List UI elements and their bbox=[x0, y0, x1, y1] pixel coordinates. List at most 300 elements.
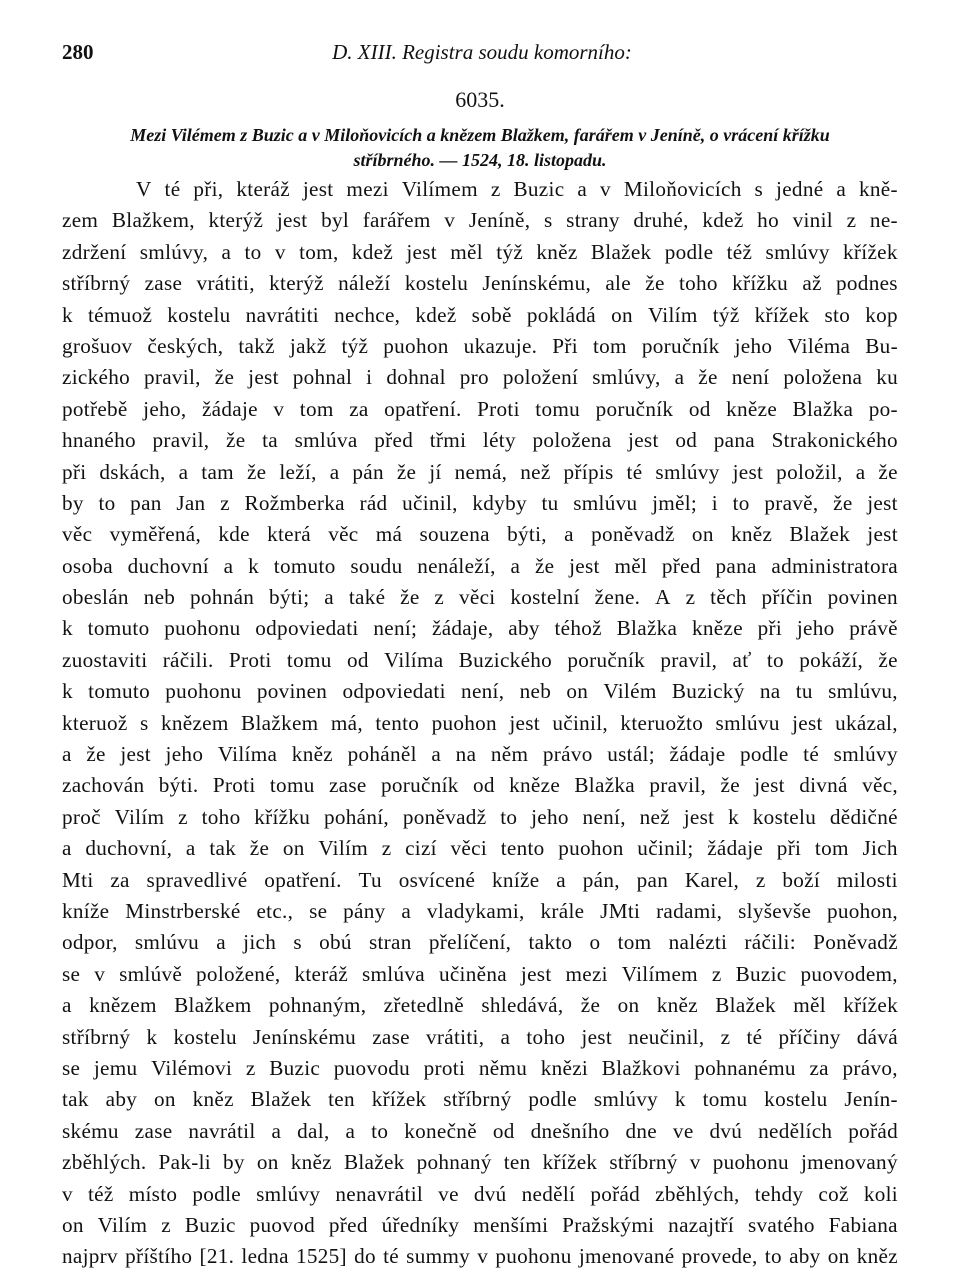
word: a bbox=[271, 1118, 282, 1143]
text-line bbox=[62, 1150, 898, 1181]
word: učinil, bbox=[552, 710, 609, 735]
word: smlúvy bbox=[765, 239, 830, 264]
word: býti; bbox=[269, 585, 310, 610]
word: etc., bbox=[256, 898, 294, 923]
word: nemá, bbox=[454, 459, 508, 484]
word: Proti bbox=[477, 396, 520, 421]
word: duchovní, bbox=[85, 836, 173, 861]
word: a bbox=[674, 365, 685, 390]
word: Vilíma bbox=[384, 647, 444, 672]
word: ve bbox=[672, 1118, 694, 1143]
word: spravedlivé bbox=[146, 867, 248, 892]
word: s bbox=[543, 208, 553, 233]
word: při, bbox=[193, 177, 224, 201]
word: Blažkovi bbox=[601, 1055, 681, 1080]
word: mezi bbox=[346, 177, 389, 201]
word: jeho bbox=[796, 616, 835, 641]
word: pořád bbox=[848, 1118, 898, 1143]
word: k bbox=[62, 616, 73, 641]
word: smlúvy bbox=[593, 1087, 659, 1112]
word: kostelu bbox=[173, 1024, 237, 1049]
word: Při bbox=[552, 333, 578, 358]
word: poručník bbox=[567, 647, 646, 672]
word: z bbox=[178, 804, 188, 829]
word: Blažka bbox=[574, 773, 635, 798]
word: kdež bbox=[351, 239, 394, 264]
word: administratora bbox=[771, 553, 898, 578]
word: on bbox=[827, 1244, 850, 1269]
word: kníže bbox=[62, 898, 110, 923]
word: povinen bbox=[827, 585, 898, 610]
word: duchovní bbox=[127, 553, 209, 578]
word: smlúvy bbox=[256, 1181, 321, 1206]
word: navrátil bbox=[188, 1118, 256, 1143]
word: pravil, bbox=[660, 647, 718, 672]
word: mezi bbox=[565, 961, 608, 986]
word: pravě, bbox=[764, 490, 819, 515]
word: měl bbox=[450, 239, 483, 264]
word: té bbox=[164, 177, 181, 201]
entry-heading-line: Mezi Vilémem z Buzic a v Miloňovicích a knězem Blažkem, farářem v Jeníně, o vrácení křížku bbox=[130, 125, 830, 145]
word: věc, bbox=[862, 773, 898, 798]
word: pokládá bbox=[526, 302, 596, 327]
word: stříbrný bbox=[443, 1087, 512, 1112]
word: puovodem, bbox=[800, 961, 898, 986]
text-line bbox=[62, 899, 898, 930]
word: jest bbox=[732, 459, 764, 484]
word: od bbox=[492, 1118, 515, 1143]
word: jest bbox=[509, 710, 540, 735]
word: téhož bbox=[554, 616, 602, 641]
word: jedné bbox=[776, 177, 824, 201]
word: k bbox=[146, 1024, 158, 1049]
word: obeslán bbox=[62, 585, 129, 610]
word: toho bbox=[201, 804, 241, 829]
word: to bbox=[371, 1118, 389, 1143]
word: tomu bbox=[286, 647, 332, 672]
word: stran bbox=[368, 930, 412, 955]
word: žádaje bbox=[669, 742, 726, 767]
word: není, bbox=[461, 679, 505, 704]
word: puohonu bbox=[712, 1150, 789, 1175]
word: v bbox=[62, 1181, 73, 1206]
text-line bbox=[62, 962, 898, 993]
word: k bbox=[62, 302, 73, 327]
word: leží, bbox=[279, 459, 317, 484]
word: konečně bbox=[404, 1118, 477, 1143]
text-line bbox=[62, 805, 898, 836]
word: dne bbox=[625, 1118, 657, 1143]
word: jest bbox=[406, 239, 437, 264]
word: příčin bbox=[761, 585, 813, 610]
text-line bbox=[62, 397, 898, 428]
word: on bbox=[62, 1212, 84, 1237]
word: českých, bbox=[147, 333, 224, 358]
word: nechce, bbox=[334, 302, 401, 327]
word: a bbox=[62, 742, 72, 767]
text-line bbox=[62, 1182, 898, 1213]
word: položené, bbox=[196, 961, 281, 986]
word: Vilém bbox=[603, 679, 657, 704]
text-line bbox=[62, 1087, 898, 1118]
word: povinen bbox=[256, 679, 328, 704]
word: Buzický bbox=[671, 679, 745, 704]
word: a bbox=[401, 898, 412, 923]
word: puohonu bbox=[165, 679, 242, 704]
word: jest bbox=[120, 742, 151, 767]
word: nalézti bbox=[668, 930, 728, 955]
word: od bbox=[473, 773, 495, 798]
word: tento bbox=[375, 710, 420, 735]
word: a bbox=[324, 585, 334, 610]
word: hnaného bbox=[62, 428, 136, 453]
text-line bbox=[62, 1213, 898, 1244]
text-line bbox=[62, 240, 898, 271]
word: Jeníně, bbox=[468, 208, 531, 233]
text-line bbox=[62, 271, 898, 302]
word: on bbox=[282, 836, 305, 861]
word: tento bbox=[500, 836, 545, 861]
word: to bbox=[244, 239, 262, 264]
word: summy bbox=[406, 1244, 471, 1269]
word: zem bbox=[62, 208, 99, 233]
word: to bbox=[500, 804, 518, 829]
text-line bbox=[62, 773, 898, 804]
word: puohon bbox=[431, 710, 497, 735]
word: jeho bbox=[165, 742, 204, 767]
word: jich bbox=[243, 930, 277, 955]
word: jest bbox=[628, 428, 659, 453]
word: Buzic bbox=[735, 961, 787, 986]
word: po- bbox=[868, 396, 898, 421]
word: Vilím bbox=[97, 1212, 148, 1237]
word: tomuto bbox=[88, 679, 151, 704]
word: poháněl bbox=[347, 742, 417, 767]
word: a bbox=[500, 1024, 511, 1049]
word: dvú bbox=[709, 1118, 743, 1143]
word: křížku bbox=[732, 271, 789, 296]
text-line bbox=[62, 208, 898, 239]
word: on bbox=[256, 1150, 279, 1175]
word: a bbox=[855, 459, 866, 484]
word: k bbox=[728, 804, 739, 829]
word: právo bbox=[542, 742, 593, 767]
word: má bbox=[375, 522, 403, 547]
word: a bbox=[221, 239, 232, 264]
word: nazajtří bbox=[668, 1212, 735, 1237]
word: jmenované bbox=[578, 1244, 675, 1269]
text-line bbox=[62, 930, 898, 961]
word: žene. bbox=[594, 585, 641, 610]
word: jemu bbox=[93, 1055, 138, 1080]
word: tomuto bbox=[273, 553, 336, 578]
word: soudu bbox=[350, 553, 403, 578]
word: Blažek bbox=[789, 522, 851, 547]
word: Rožmberka bbox=[244, 490, 345, 515]
word: že bbox=[534, 553, 555, 578]
word: smlúva bbox=[361, 961, 425, 986]
word: tom bbox=[299, 396, 334, 421]
word: pohnal bbox=[292, 365, 353, 390]
word: tam bbox=[201, 459, 234, 484]
word: týž bbox=[712, 302, 740, 327]
word: smlúvy bbox=[833, 742, 898, 767]
word: opatření. bbox=[384, 396, 462, 421]
text-line bbox=[62, 1244, 898, 1275]
word: smlúvy, bbox=[592, 365, 661, 390]
word: k bbox=[62, 679, 73, 704]
word: pravil, bbox=[143, 365, 201, 390]
word: Blažek bbox=[590, 239, 652, 264]
word: neučinil, bbox=[628, 1024, 705, 1049]
word: té bbox=[626, 459, 643, 484]
word: grošuov bbox=[62, 333, 133, 358]
word: jí bbox=[429, 459, 442, 484]
word: věc bbox=[62, 522, 93, 547]
word: pana bbox=[715, 553, 757, 578]
word: Buzic bbox=[269, 1055, 321, 1080]
word: a bbox=[510, 553, 521, 578]
word: která bbox=[267, 522, 311, 547]
word: býti, bbox=[507, 522, 547, 547]
word: pán, bbox=[582, 867, 620, 892]
word: křížek bbox=[754, 302, 810, 327]
text-line bbox=[62, 679, 898, 710]
word: zběhlých, bbox=[655, 1181, 740, 1206]
word: odpor, bbox=[62, 930, 118, 955]
word: farářem bbox=[362, 208, 431, 233]
text-line bbox=[62, 742, 898, 773]
word: smlúvě bbox=[119, 961, 183, 986]
word: dává bbox=[856, 1024, 898, 1049]
word: neb bbox=[519, 679, 552, 704]
word: Minstrberské bbox=[125, 898, 241, 923]
word: žádaje bbox=[201, 396, 258, 421]
text-line bbox=[62, 460, 898, 491]
word: z bbox=[846, 208, 857, 233]
word: ku bbox=[876, 365, 898, 390]
word: dohnal bbox=[386, 365, 446, 390]
word: z bbox=[490, 177, 501, 201]
word: té bbox=[746, 1024, 763, 1049]
entry-heading bbox=[62, 123, 898, 173]
word: tomu bbox=[535, 396, 581, 421]
word: křížku bbox=[254, 804, 311, 829]
word: příštího bbox=[125, 1244, 193, 1269]
word: puovod bbox=[249, 1212, 315, 1237]
word: a bbox=[431, 742, 442, 767]
word: zase bbox=[134, 1118, 173, 1143]
word: smlúva bbox=[294, 428, 358, 453]
word: žádaje, bbox=[431, 616, 494, 641]
word: měl bbox=[614, 553, 648, 578]
word: Blažka bbox=[616, 616, 678, 641]
word: on bbox=[691, 522, 714, 547]
word: zického bbox=[62, 365, 130, 390]
word: krále bbox=[540, 898, 585, 923]
word: té bbox=[803, 742, 820, 767]
word: Jenínskému bbox=[253, 1024, 357, 1049]
word: před bbox=[328, 1212, 368, 1237]
word: on bbox=[566, 679, 589, 704]
word: Vilím bbox=[114, 804, 165, 829]
word: z bbox=[711, 961, 722, 986]
word: neb bbox=[143, 585, 176, 610]
word: puohon bbox=[383, 333, 449, 358]
word: to bbox=[98, 490, 116, 515]
word: Fabiana bbox=[828, 1212, 898, 1237]
word: aby bbox=[508, 616, 540, 641]
word: Tu bbox=[358, 867, 382, 892]
text-line bbox=[62, 522, 898, 553]
word: příčiny bbox=[778, 1024, 841, 1049]
word: ráčili: bbox=[744, 930, 796, 955]
word: navrátiti bbox=[245, 302, 319, 327]
word: toho bbox=[678, 271, 718, 296]
text-line bbox=[62, 365, 898, 396]
word: puohonu bbox=[495, 1244, 572, 1269]
word: z bbox=[720, 1024, 731, 1049]
word: divná bbox=[799, 773, 848, 798]
word: že bbox=[698, 365, 718, 390]
word: stříbrný bbox=[609, 1150, 678, 1175]
word: jakž bbox=[289, 333, 327, 358]
word: Blažka bbox=[792, 396, 854, 421]
word: kněze bbox=[726, 396, 778, 421]
word: témuož bbox=[88, 302, 153, 327]
word: Blažek bbox=[343, 1150, 405, 1175]
word: on bbox=[153, 1087, 176, 1112]
word: pravil, bbox=[152, 428, 210, 453]
word: z bbox=[685, 585, 696, 610]
word: němu bbox=[478, 1055, 528, 1080]
word: tehdy bbox=[754, 1181, 804, 1206]
text-line bbox=[62, 491, 898, 522]
word: přípis bbox=[563, 459, 614, 484]
word: položena bbox=[783, 365, 863, 390]
word: k bbox=[248, 553, 260, 578]
word: jest bbox=[276, 208, 308, 233]
word: z bbox=[434, 585, 445, 610]
word: sto bbox=[824, 302, 851, 327]
word: smlúvu bbox=[573, 490, 638, 515]
word: Jenín- bbox=[844, 1087, 898, 1112]
word: jest bbox=[569, 553, 600, 578]
word: před bbox=[374, 428, 414, 453]
word: pohnaným, bbox=[268, 993, 367, 1018]
word: kdyby bbox=[472, 490, 527, 515]
word: věci bbox=[450, 836, 488, 861]
word: Vilímem bbox=[621, 961, 698, 986]
word: smlúvu bbox=[134, 930, 200, 955]
word: má, bbox=[330, 710, 363, 735]
word: pravil, bbox=[649, 773, 707, 798]
word: podnes bbox=[836, 271, 898, 296]
word: v bbox=[689, 1150, 701, 1175]
word: smlúvy bbox=[655, 459, 720, 484]
word: též bbox=[88, 1181, 114, 1206]
word: podle bbox=[528, 1087, 577, 1112]
word: tak bbox=[62, 1087, 89, 1112]
word: za bbox=[349, 396, 369, 421]
word: kněze bbox=[692, 616, 743, 641]
word: a bbox=[216, 930, 226, 955]
text-line bbox=[62, 334, 898, 365]
word: zachován bbox=[62, 773, 145, 798]
word: a bbox=[185, 836, 196, 861]
word: nenáleží, bbox=[417, 553, 496, 578]
word: podle bbox=[192, 1181, 241, 1206]
word: nedělí bbox=[521, 1181, 576, 1206]
word: jest bbox=[867, 490, 898, 515]
word: tomuto bbox=[87, 616, 150, 641]
body-text bbox=[62, 177, 898, 1276]
word: než bbox=[639, 804, 670, 829]
word: kteráž bbox=[294, 961, 349, 986]
word: Vilímem bbox=[401, 177, 478, 201]
word: pokáží, bbox=[799, 647, 864, 672]
word: což bbox=[818, 1181, 849, 1206]
word: a bbox=[329, 459, 340, 484]
word: dskách, bbox=[99, 459, 166, 484]
word: a bbox=[223, 553, 234, 578]
word: že bbox=[226, 428, 246, 453]
word: a bbox=[556, 867, 566, 892]
word: pohnán bbox=[190, 585, 255, 610]
word: Poněvadž bbox=[813, 930, 898, 955]
word: ustál; bbox=[607, 742, 655, 767]
word: ta bbox=[262, 428, 278, 453]
page-number: 280 bbox=[62, 40, 94, 64]
word: kníže bbox=[492, 867, 540, 892]
word: z bbox=[245, 1055, 256, 1080]
word: jest bbox=[520, 961, 552, 986]
word: ukazuje. bbox=[463, 333, 538, 358]
entry-number: 6035. bbox=[455, 87, 505, 112]
word: kostelu bbox=[764, 1087, 828, 1112]
word: jeho bbox=[531, 804, 569, 829]
word: pohnaný bbox=[416, 1150, 492, 1175]
word: pán bbox=[352, 459, 384, 484]
word: že bbox=[246, 459, 267, 484]
word: Vilíma bbox=[217, 742, 278, 767]
text-line bbox=[62, 1025, 898, 1056]
entry-heading-line: stříbrného. — 1524, 18. listopadu. bbox=[353, 150, 607, 170]
word: Vilémovi bbox=[151, 1055, 233, 1080]
word: od bbox=[688, 396, 711, 421]
word: že bbox=[249, 836, 270, 861]
word: zase bbox=[328, 773, 367, 798]
word: Mti bbox=[62, 867, 94, 892]
word: tom bbox=[814, 836, 849, 861]
word: jmenovaný bbox=[801, 1150, 898, 1175]
word: do bbox=[354, 1244, 376, 1269]
word: není, bbox=[582, 804, 626, 829]
word: poručník bbox=[595, 396, 674, 421]
text-line bbox=[62, 554, 898, 585]
word: slyševše bbox=[738, 898, 812, 923]
word: býti. bbox=[158, 773, 199, 798]
word: poněvadž bbox=[402, 804, 487, 829]
word: na bbox=[455, 742, 477, 767]
word: svatého bbox=[747, 1212, 815, 1237]
word: kterýž bbox=[208, 208, 264, 233]
word: až bbox=[802, 271, 822, 296]
word: najprv bbox=[62, 1244, 118, 1269]
word: on bbox=[617, 993, 640, 1018]
word: tomu bbox=[702, 1087, 748, 1112]
text-line bbox=[62, 993, 898, 1024]
